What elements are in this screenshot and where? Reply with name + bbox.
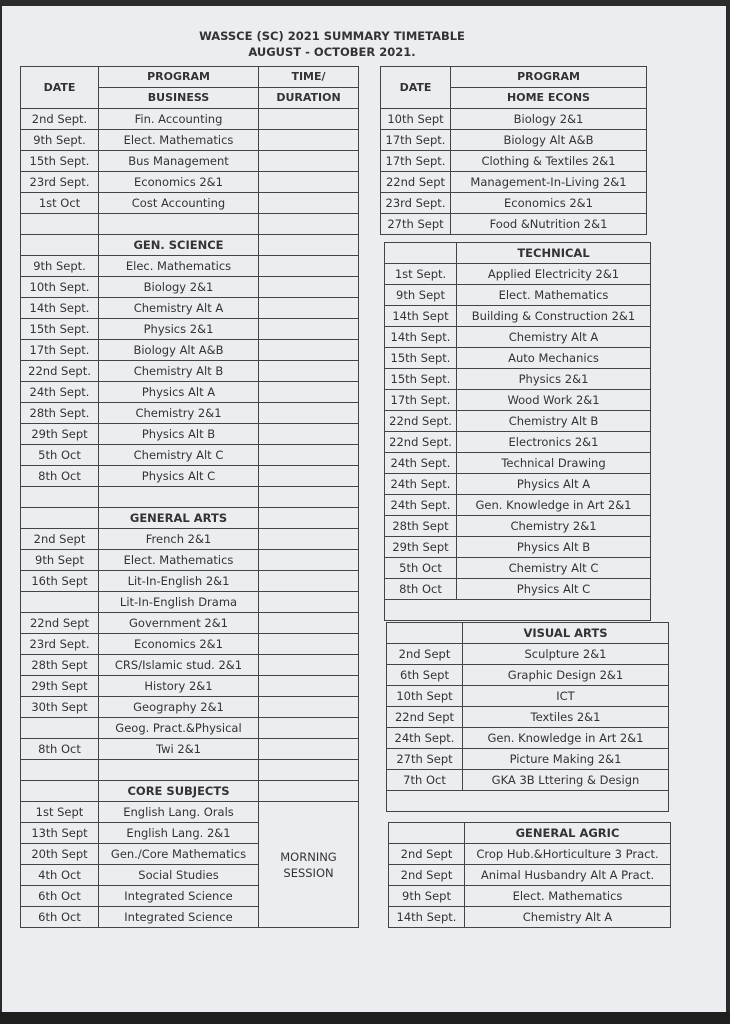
blank-cell	[387, 791, 669, 812]
date-cell: 23rd Sept.	[381, 193, 451, 214]
date-cell: 9th Sept.	[21, 256, 99, 277]
table-row	[21, 382, 359, 403]
table-row	[387, 644, 669, 665]
program-cell: Crop Hub.&Horticulture 3 Pract.	[465, 844, 671, 865]
program-cell: Building & Construction 2&1	[457, 306, 651, 327]
table-row	[387, 749, 669, 770]
session-line-2: SESSION	[283, 865, 334, 880]
section-home-econs: HOME ECONS	[451, 88, 647, 109]
date-cell: 24th Sept.	[385, 474, 457, 495]
table-row	[21, 193, 359, 214]
date-cell: 29th Sept	[385, 537, 457, 558]
blank-cell	[99, 487, 259, 508]
program-cell: Gen. Knowledge in Art 2&1	[463, 728, 669, 749]
date-cell: 17th Sept.	[385, 390, 457, 411]
section-row	[21, 235, 359, 256]
blank-cell	[21, 214, 99, 235]
date-cell: 8th Oct	[21, 466, 99, 487]
table-row	[385, 474, 651, 495]
blank-cell	[259, 508, 359, 529]
program-cell: Physics Alt C	[457, 579, 651, 600]
table-row	[21, 424, 359, 445]
date-cell: 9th Sept	[389, 886, 465, 907]
table-row	[381, 109, 647, 130]
table-row	[387, 728, 669, 749]
table-row	[385, 453, 651, 474]
program-cell: Gen./Core Mathematics	[99, 844, 259, 865]
table-row	[389, 886, 671, 907]
date-cell: 14th Sept.	[21, 298, 99, 319]
program-cell: English Lang. Orals	[99, 802, 259, 823]
date-cell: 28th Sept.	[21, 403, 99, 424]
table-row	[381, 172, 647, 193]
time-cell	[259, 340, 359, 361]
blank-cell	[387, 623, 463, 644]
time-cell	[259, 739, 359, 760]
date-cell: 24th Sept.	[385, 495, 457, 516]
date-cell: 17th Sept.	[381, 130, 451, 151]
table-row	[21, 802, 359, 823]
blank-cell	[389, 823, 465, 844]
spacer-row	[21, 214, 359, 235]
date-cell: 2nd Sept	[389, 844, 465, 865]
program-cell: Elec. Mathematics	[99, 256, 259, 277]
time-cell	[259, 382, 359, 403]
blank-cell	[259, 214, 359, 235]
table-row	[385, 369, 651, 390]
time-cell	[259, 298, 359, 319]
program-cell: Applied Electricity 2&1	[457, 264, 651, 285]
time-cell	[259, 361, 359, 382]
program-cell: Physics 2&1	[457, 369, 651, 390]
program-cell: Elect. Mathematics	[99, 550, 259, 571]
time-cell	[259, 592, 359, 613]
table-row	[385, 516, 651, 537]
blank-cell	[21, 781, 99, 802]
date-cell: 7th Oct	[387, 770, 463, 791]
session-line-1: MORNING	[280, 849, 337, 864]
program-cell: Chemistry Alt A	[99, 298, 259, 319]
blank-cell	[259, 781, 359, 802]
program-cell: Economics 2&1	[99, 172, 259, 193]
table-row	[385, 327, 651, 348]
date-cell: 1st Sept	[21, 802, 99, 823]
program-cell: Chemistry Alt B	[457, 411, 651, 432]
time-cell	[259, 424, 359, 445]
program-cell: Social Studies	[99, 865, 259, 886]
date-cell: 6th Oct	[21, 907, 99, 928]
program-cell: ICT	[463, 686, 669, 707]
date-cell: 24th Sept.	[387, 728, 463, 749]
table-row	[21, 172, 359, 193]
table-row	[385, 306, 651, 327]
date-cell: 10th Sept.	[21, 277, 99, 298]
section-general-arts: GENERAL ARTS	[99, 508, 259, 529]
program-cell: Elect. Mathematics	[99, 130, 259, 151]
date-cell: 6th Sept	[387, 665, 463, 686]
date-cell: 17th Sept.	[381, 151, 451, 172]
table-row	[389, 865, 671, 886]
table-row	[21, 634, 359, 655]
time-cell	[259, 550, 359, 571]
table-row	[21, 445, 359, 466]
table-row	[21, 676, 359, 697]
program-cell: Physics Alt C	[99, 466, 259, 487]
program-cell: Lit-In-English 2&1	[99, 571, 259, 592]
date-cell: 2nd Sept	[21, 529, 99, 550]
program-cell: Government 2&1	[99, 613, 259, 634]
table-row	[21, 739, 359, 760]
table-row	[21, 130, 359, 151]
table-row	[21, 340, 359, 361]
date-cell: 17th Sept.	[21, 340, 99, 361]
program-cell: Integrated Science	[99, 907, 259, 928]
date-cell: 30th Sept	[21, 697, 99, 718]
program-cell: Clothing & Textiles 2&1	[451, 151, 647, 172]
blank-cell	[99, 760, 259, 781]
header-row	[381, 67, 647, 88]
section-visual-arts: VISUAL ARTS	[463, 623, 669, 644]
table-row	[385, 579, 651, 600]
date-cell: 15th Sept.	[21, 319, 99, 340]
date-cell: 10th Sept	[387, 686, 463, 707]
program-cell: Sculpture 2&1	[463, 644, 669, 665]
program-cell: Chemistry 2&1	[99, 403, 259, 424]
table-row	[381, 151, 647, 172]
spacer-row	[387, 791, 669, 812]
program-cell: Management-In-Living 2&1	[451, 172, 647, 193]
section-business: BUSINESS	[99, 88, 259, 109]
time-header: TIME/	[259, 67, 359, 88]
date-cell: 23rd Sept.	[21, 634, 99, 655]
photo-bottom-edge	[0, 1012, 730, 1024]
program-cell: Lit-In-English Drama	[99, 592, 259, 613]
table-row	[385, 348, 651, 369]
visual-arts-table	[386, 622, 669, 812]
time-cell	[259, 466, 359, 487]
program-cell: Physics Alt A	[457, 474, 651, 495]
table-row	[21, 256, 359, 277]
program-cell: Biology 2&1	[99, 277, 259, 298]
date-cell: 2nd Sept	[389, 865, 465, 886]
date-cell: 20th Sept	[21, 844, 99, 865]
table-row	[21, 592, 359, 613]
program-cell: Fin. Accounting	[99, 109, 259, 130]
table-row	[389, 844, 671, 865]
section-row	[21, 781, 359, 802]
date-cell: 8th Oct	[385, 579, 457, 600]
program-cell: Physics 2&1	[99, 319, 259, 340]
time-cell	[259, 403, 359, 424]
date-cell: 14th Sept.	[385, 327, 457, 348]
date-cell: 27th Sept	[387, 749, 463, 770]
program-cell: Graphic Design 2&1	[463, 665, 669, 686]
date-cell: 22nd Sept.	[385, 432, 457, 453]
program-cell: Gen. Knowledge in Art 2&1	[457, 495, 651, 516]
blank-cell	[21, 508, 99, 529]
table-row	[385, 264, 651, 285]
time-cell	[259, 319, 359, 340]
table-row	[21, 361, 359, 382]
date-header: DATE	[21, 67, 99, 109]
table-row	[387, 707, 669, 728]
session-cell	[259, 802, 359, 928]
table-row	[387, 686, 669, 707]
time-cell	[259, 634, 359, 655]
date-cell: 14th Sept	[385, 306, 457, 327]
table-row	[21, 655, 359, 676]
table-row	[385, 390, 651, 411]
program-cell: Geography 2&1	[99, 697, 259, 718]
time-cell	[259, 445, 359, 466]
left-timetable	[20, 66, 359, 928]
table-row	[21, 613, 359, 634]
table-row	[21, 151, 359, 172]
table-row	[21, 109, 359, 130]
home-econs-table	[380, 66, 647, 235]
spacer-row	[21, 487, 359, 508]
program-cell: Chemistry Alt C	[457, 558, 651, 579]
date-cell: 29th Sept	[21, 676, 99, 697]
program-cell: Electronics 2&1	[457, 432, 651, 453]
date-cell: 22nd Sept	[381, 172, 451, 193]
program-cell: Elect. Mathematics	[465, 886, 671, 907]
table-row	[21, 718, 359, 739]
blank-cell	[385, 600, 651, 621]
time-cell	[259, 676, 359, 697]
date-cell: 6th Oct	[21, 886, 99, 907]
table-row	[385, 495, 651, 516]
header-row	[21, 67, 359, 88]
program-cell: Economics 2&1	[99, 634, 259, 655]
time-cell	[259, 613, 359, 634]
time-cell	[259, 151, 359, 172]
title-line-1: WASSCE (SC) 2021 SUMMARY TIMETABLE	[199, 29, 465, 43]
date-cell: 10th Sept	[381, 109, 451, 130]
program-cell: Auto Mechanics	[457, 348, 651, 369]
table-row	[21, 403, 359, 424]
program-cell: Cost Accounting	[99, 193, 259, 214]
program-cell: Wood Work 2&1	[457, 390, 651, 411]
section-gen-science: GEN. SCIENCE	[99, 235, 259, 256]
program-header: PROGRAM	[99, 67, 259, 88]
date-cell: 9th Sept	[21, 550, 99, 571]
program-cell: CRS/Islamic stud. 2&1	[99, 655, 259, 676]
program-cell: Geog. Pract.&Physical	[99, 718, 259, 739]
program-cell: GKA 3B Lttering & Design	[463, 770, 669, 791]
date-cell: 5th Oct	[21, 445, 99, 466]
date-cell: 24th Sept.	[21, 382, 99, 403]
blank-cell	[21, 235, 99, 256]
spacer-row	[21, 760, 359, 781]
section-core-subjects: CORE SUBJECTS	[99, 781, 259, 802]
technical-table	[384, 242, 651, 621]
program-cell: French 2&1	[99, 529, 259, 550]
section-row	[389, 823, 671, 844]
table-row	[387, 665, 669, 686]
date-cell: 9th Sept.	[21, 130, 99, 151]
date-cell: 5th Oct	[385, 558, 457, 579]
table-row	[21, 529, 359, 550]
table-row	[21, 466, 359, 487]
date-cell: 14th Sept.	[389, 907, 465, 928]
program-cell: Technical Drawing	[457, 453, 651, 474]
table-row	[387, 770, 669, 791]
time-cell	[259, 193, 359, 214]
date-cell	[21, 718, 99, 739]
program-cell: Biology Alt A&B	[99, 340, 259, 361]
general-agric-table	[388, 822, 671, 928]
date-cell: 2nd Sept	[387, 644, 463, 665]
time-cell	[259, 718, 359, 739]
table-row	[381, 193, 647, 214]
program-cell: Physics Alt B	[457, 537, 651, 558]
date-cell: 15th Sept.	[385, 348, 457, 369]
blank-cell	[259, 760, 359, 781]
time-cell	[259, 256, 359, 277]
section-row	[385, 243, 651, 264]
table-row	[385, 432, 651, 453]
blank-cell	[99, 214, 259, 235]
date-cell: 22nd Sept.	[21, 361, 99, 382]
table-row	[385, 537, 651, 558]
table-row	[385, 558, 651, 579]
table-row	[21, 550, 359, 571]
date-cell: 27th Sept	[381, 214, 451, 235]
section-technical: TECHNICAL	[457, 243, 651, 264]
table-row	[21, 697, 359, 718]
program-cell: Biology 2&1	[451, 109, 647, 130]
blank-cell	[385, 243, 457, 264]
document-title	[162, 28, 502, 60]
blank-cell	[21, 760, 99, 781]
date-cell: 22nd Sept	[21, 613, 99, 634]
date-cell: 13th Sept	[21, 823, 99, 844]
date-cell: 22nd Sept	[387, 707, 463, 728]
program-cell: Chemistry Alt A	[457, 327, 651, 348]
program-header: PROGRAM	[451, 67, 647, 88]
program-cell: Chemistry 2&1	[457, 516, 651, 537]
table-row	[21, 298, 359, 319]
table-row	[389, 907, 671, 928]
title-line-2: AUGUST - OCTOBER 2021.	[248, 45, 416, 59]
program-cell: Economics 2&1	[451, 193, 647, 214]
date-cell: 16th Sept	[21, 571, 99, 592]
time-cell	[259, 655, 359, 676]
program-cell: Bus Management	[99, 151, 259, 172]
date-cell: 2nd Sept.	[21, 109, 99, 130]
table-row	[381, 130, 647, 151]
time-cell	[259, 109, 359, 130]
section-row	[387, 623, 669, 644]
date-cell: 23rd Sept.	[21, 172, 99, 193]
time-cell	[259, 172, 359, 193]
date-cell: 4th Oct	[21, 865, 99, 886]
program-cell: Elect. Mathematics	[457, 285, 651, 306]
date-cell	[21, 592, 99, 613]
program-cell: Food &Nutrition 2&1	[451, 214, 647, 235]
program-cell: Biology Alt A&B	[451, 130, 647, 151]
date-cell: 8th Oct	[21, 739, 99, 760]
time-cell	[259, 697, 359, 718]
section-general-agric: GENERAL AGRIC	[465, 823, 671, 844]
blank-cell	[21, 487, 99, 508]
time-cell	[259, 529, 359, 550]
program-cell: Picture Making 2&1	[463, 749, 669, 770]
blank-cell	[259, 235, 359, 256]
program-cell: Animal Husbandry Alt A Pract.	[465, 865, 671, 886]
program-cell: Twi 2&1	[99, 739, 259, 760]
date-cell: 22nd Sept.	[385, 411, 457, 432]
date-cell: 1st Oct	[21, 193, 99, 214]
program-cell: English Lang. 2&1	[99, 823, 259, 844]
date-cell: 29th Sept	[21, 424, 99, 445]
table-row	[385, 285, 651, 306]
program-cell: Chemistry Alt C	[99, 445, 259, 466]
time-cell	[259, 130, 359, 151]
program-cell: History 2&1	[99, 676, 259, 697]
date-cell: 15th Sept.	[21, 151, 99, 172]
table-row	[21, 571, 359, 592]
program-cell: Physics Alt A	[99, 382, 259, 403]
date-cell: 15th Sept.	[385, 369, 457, 390]
section-row	[21, 508, 359, 529]
date-cell: 28th Sept	[21, 655, 99, 676]
program-cell: Textiles 2&1	[463, 707, 669, 728]
table-row	[381, 214, 647, 235]
table-row	[385, 411, 651, 432]
date-cell: 9th Sept	[385, 285, 457, 306]
date-header: DATE	[381, 67, 451, 109]
date-cell: 1st Sept.	[385, 264, 457, 285]
program-cell: Physics Alt B	[99, 424, 259, 445]
time-cell	[259, 571, 359, 592]
time-cell	[259, 277, 359, 298]
program-cell: Integrated Science	[99, 886, 259, 907]
program-cell: Chemistry Alt A	[465, 907, 671, 928]
table-row	[21, 277, 359, 298]
date-cell: 28th Sept	[385, 516, 457, 537]
blank-cell	[259, 487, 359, 508]
spacer-row	[385, 600, 651, 621]
table-row	[21, 319, 359, 340]
timetable-sheet	[2, 6, 726, 1018]
duration-header: DURATION	[259, 88, 359, 109]
program-cell: Chemistry Alt B	[99, 361, 259, 382]
date-cell: 24th Sept.	[385, 453, 457, 474]
